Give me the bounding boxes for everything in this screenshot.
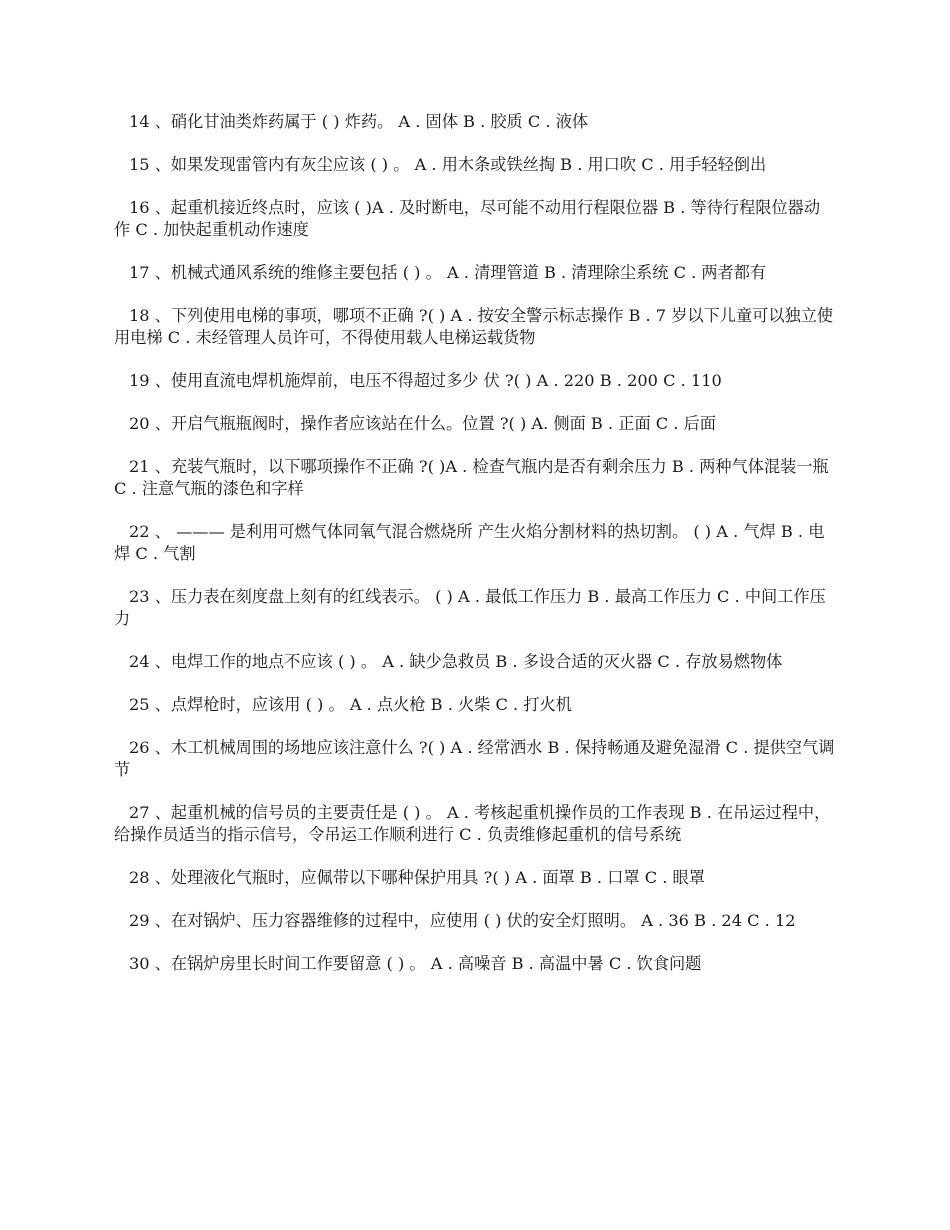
question-15: 15 、如果发现雷管内有灰尘应该 ( ) 。 A . 用木条或铁丝掏 B . 用口吹 C . 用手轻轻倒出 [129,155,767,174]
question-23: 23 、压力表在刻度盘上刻有的红线表示。 ( ) A . 最低工作压力 B . 最高工作压力 C . 中间工作压力 [114,587,826,628]
question-16: 16 、起重机接近终点时，应该 ( )A . 及时断电，尽可能不动用行程限位器 B . 等待行程限位器动作 C . 加快起重机动作速度 [114,198,821,239]
question-18: 18 、下列使用电梯的事项，哪项不正确 ?( ) A . 按安全警示标志操作 B . 7 岁以下儿童可以独立使用电梯 C . 未经管理人员许可，不得使用载人电梯运载货物 [114,306,834,347]
question-22: 22 、 ——— 是利用可燃气体同氧气混合燃烧所 产生火焰分割材料的热切割。 ( ) A . 气焊 B . 电焊 C . 气割 [114,522,825,563]
question-26: 26 、木工机械周围的场地应该注意什么 ?( ) A . 经常洒水 B . 保持畅通及避免湿滑 C . 提供空气调节 [114,738,835,779]
question-25: 25 、点焊枪时，应该用 ( ) 。 A . 点火枪 B . 火柴 C . 打火机 [129,695,572,714]
question-29: 29 、在对锅炉、压力容器维修的过程中，应使用 ( ) 伏的安全灯照明。 A . 36 B . 24 C . 12 [129,911,796,930]
question-27: 27 、起重机械的信号员的主要责任是 ( ) 。 A . 考核起重机操作员的工作表现 B . 在吊运过程中，给操作员适当的指示信号，令吊运工作顺利进行 C . 负责维修起重机的信号系统 [114,803,831,844]
question-19: 19 、使用直流电焊机施焊前，电压不得超过多少 伏 ?( ) A . 220 B . 200 C . 110 [129,371,722,390]
question-14: 14 、硝化甘油类炸药属于 ( ) 炸药。 A . 固体 B . 胶质 C . 液体 [129,112,589,131]
question-17: 17 、机械式通风系统的维修主要包括 ( ) 。 A . 清理管道 B . 清理除尘系统 C . 两者都有 [129,263,767,282]
question-24: 24 、电焊工作的地点不应该 ( ) 。 A . 缺少急救员 B . 多设合适的灭火器 C . 存放易燃物体 [129,652,783,671]
question-30: 30 、在锅炉房里长时间工作要留意 ( ) 。 A . 高噪音 B . 高温中暑 C . 饮食问题 [129,954,702,973]
question-21: 21 、充装气瓶时，以下哪项操作不正确 ?( )A . 检查气瓶内是否有剩余压力 B . 两种气体混装一瓶 C . 注意气瓶的漆色和字样 [114,457,829,498]
question-list [114,111,836,996]
question-28: 28 、处理液化气瓶时，应佩带以下哪种保护用具 ?( ) A . 面罩 B . 口罩 C . 眼罩 [129,868,705,887]
question-20: 20 、开启气瓶瓶阀时，操作者应该站在什么。位置 ?( ) A. 侧面 B . 正面 C . 后面 [129,414,716,433]
